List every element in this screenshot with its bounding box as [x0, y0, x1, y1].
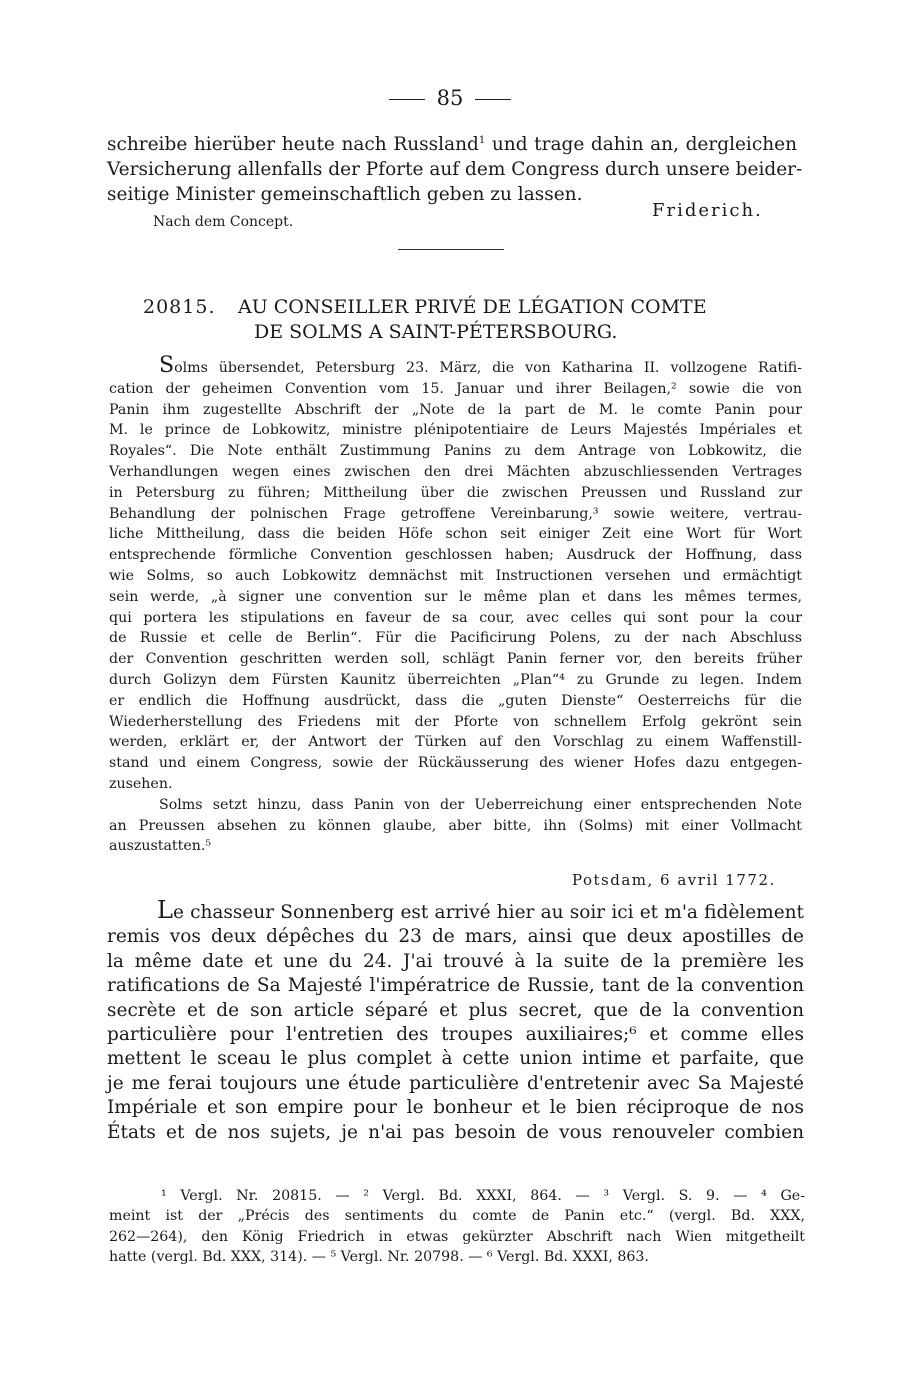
letter-line: États et de nos sujets, je n'ai pas besoin de vous renouveler combien [107, 1121, 804, 1143]
letter-line: mettent le sceau le plus complet à cette union intime et parfaite, que [107, 1048, 804, 1070]
summary-line: de Russie et celle de Berlin“. Für die Pacificirung Polens, zu der nach Abschluss [109, 630, 802, 647]
document-number: 20815. [143, 296, 216, 318]
summary-line: der Convention geschritten werden soll, schlägt Panin ferner vor, den bereits früher [109, 651, 802, 668]
page-header [0, 86, 900, 110]
source-note: Nach dem Concept. [153, 214, 294, 230]
summary-line: M. le prince de Lobkowitz, ministre plénipotentiaire de Leurs Majestés Impériales et [109, 422, 802, 439]
header-dash-right [475, 99, 511, 100]
text-line: schreibe hierüber heute nach Russland$^1$ und trage dahin an, dergleichen [107, 134, 797, 155]
summary-line: qui portera les stipulations en faveur de sa cour, avec celles qui sont pour la cour [109, 609, 802, 626]
letter-line: je me ferai toujours une étude particulière d'entretenir avec Sa Majesté [107, 1072, 804, 1094]
letter-line: ratifications de Sa Majesté l'impératrice de Russie, tant de la convention [107, 975, 804, 997]
summary-line: durch Golizyn dem Fürsten Kaunitz überreichten „Plan“⁴ zu Grunde zu legen. Indem [109, 671, 802, 688]
signature: Friderich. [652, 200, 763, 221]
summary-line: Solms übersendet, Petersburg 23. März, die von Katharina II. vollzogene Ratifi- [159, 353, 802, 378]
letter-line: particulière pour l'entretien des troupes auxiliaires;⁶ et comme elles [107, 1024, 804, 1046]
footnote-line: hatte (vergl. Bd. XXX, 314). — ⁵ Vergl. Nr. 20798. — ⁶ Vergl. Bd. XXXI, 863. [109, 1249, 649, 1266]
document-title-line-2: DE SOLMS A SAINT-PÉTERSBOURG. [254, 321, 618, 343]
page-number: 85 [436, 86, 464, 110]
letter-line: secrète et de son article séparé et plus secret, que de la convention [107, 999, 804, 1021]
letter-line: remis vos deux dépêches du 23 de mars, ainsi que deux apostilles de [107, 926, 804, 948]
letter-line: Le chasseur Sonnenberg est arrivé hier au soir ici et m'a fidèlement [157, 896, 804, 924]
continuation-text [107, 132, 803, 207]
summary-line: liche Mittheilung, dass die beiden Höfe schon seit einiger Zeit eine Wort für Wort [109, 526, 802, 543]
summary-line: in Petersburg zu führen; Mittheilung über die zwischen Preussen und Russland zur [109, 484, 802, 501]
summary-line: cation der geheimen Convention vom 15. Januar und ihrer Beilagen,² sowie die von [109, 380, 802, 397]
summary-line: Verhandlungen wegen eines zwischen den drei Mächten abzuschliessenden Vertrages [109, 463, 802, 480]
summary-line: entsprechende förmliche Convention geschlossen haben; Ausdruck der Hoffnung, dass [109, 547, 802, 564]
text-line: seitige Minister gemeinschaftlich geben zu lassen. [107, 184, 583, 205]
summary-line: Wiederherstellung des Friedens mit der Pforte von schnellem Erfolg gekrönt sein [109, 713, 802, 730]
document-heading [143, 295, 803, 345]
footnotes [109, 1186, 805, 1268]
header-dash-left [389, 99, 425, 100]
summary-line: Royales“. Die Note enthält Zustimmung Panins zu dem Antrage von Lobkowitz, die [109, 443, 802, 460]
summary-line: stand und einem Congress, sowie der Rückäusserung des wiener Hofes dazu entgegen- [109, 755, 802, 772]
summary-line: er endlich die Hoffnung ausdrückt, dass die „guten Dienste“ Oesterreichs für die [109, 692, 802, 709]
summary-block [109, 353, 802, 857]
summary-line: zusehen. [109, 775, 173, 792]
summary-dropcap: S [159, 353, 175, 378]
footnote-line: ¹ Vergl. Nr. 20815. — ² Vergl. Bd. XXXI, 864. — ³ Vergl. S. 9. — ⁴ Ge- [161, 1188, 805, 1204]
letter-line: Impériale et son empire pour le bonheur et le bien réciproque de nos [107, 1097, 804, 1119]
letter-body [107, 898, 804, 1145]
summary-line: auszustatten.⁵ [109, 838, 212, 855]
summary-line: an Preussen absehen zu können glaube, aber bitte, ihn (Solms) mit einer Vollmacht [109, 817, 802, 834]
section-divider [398, 249, 504, 250]
dateline: Potsdam, 6 avril 1772. [572, 871, 776, 889]
letter-dropcap: L [157, 896, 173, 924]
summary-line: Solms setzt hinzu, dass Panin von der Ueberreichung einer entsprechenden Note [159, 796, 802, 813]
footnote-line: meint ist der „Précis des sentiments du comte de Panin etc.“ (vergl. Bd. XXX, [109, 1208, 805, 1225]
footnote-line: 262—264), den König Friedrich in etwas gekürzter Abschrift nach Wien mitgetheilt [109, 1228, 805, 1245]
text-line: Versicherung allenfalls der Pforte auf dem Congress durch unsere beider- [107, 159, 803, 180]
summary-line: Behandlung der polnischen Frage getroffene Vereinbarung,³ sowie weitere, vertrau- [109, 505, 802, 522]
letter-line: la même date et une du 24. J'ai trouvé à la suite de la première les [107, 950, 804, 972]
summary-line: sein werde, „à signer une convention sur le même plan et dans les mêmes termes, [109, 588, 802, 605]
summary-line: Panin ihm zugestellte Abschrift der „Note de la part de M. le comte Panin pour [109, 401, 802, 418]
summary-line: werden, erklärt er, der Antwort der Türken auf den Vorschlag zu einem Waffenstill- [109, 734, 802, 751]
document-title-line-1: AU CONSEILLER PRIVÉ DE LÉGATION COMTE [238, 296, 707, 318]
summary-line: wie Solms, so auch Lobkowitz demnächst mit Instructionen versehen und ermächtigt [109, 567, 802, 584]
